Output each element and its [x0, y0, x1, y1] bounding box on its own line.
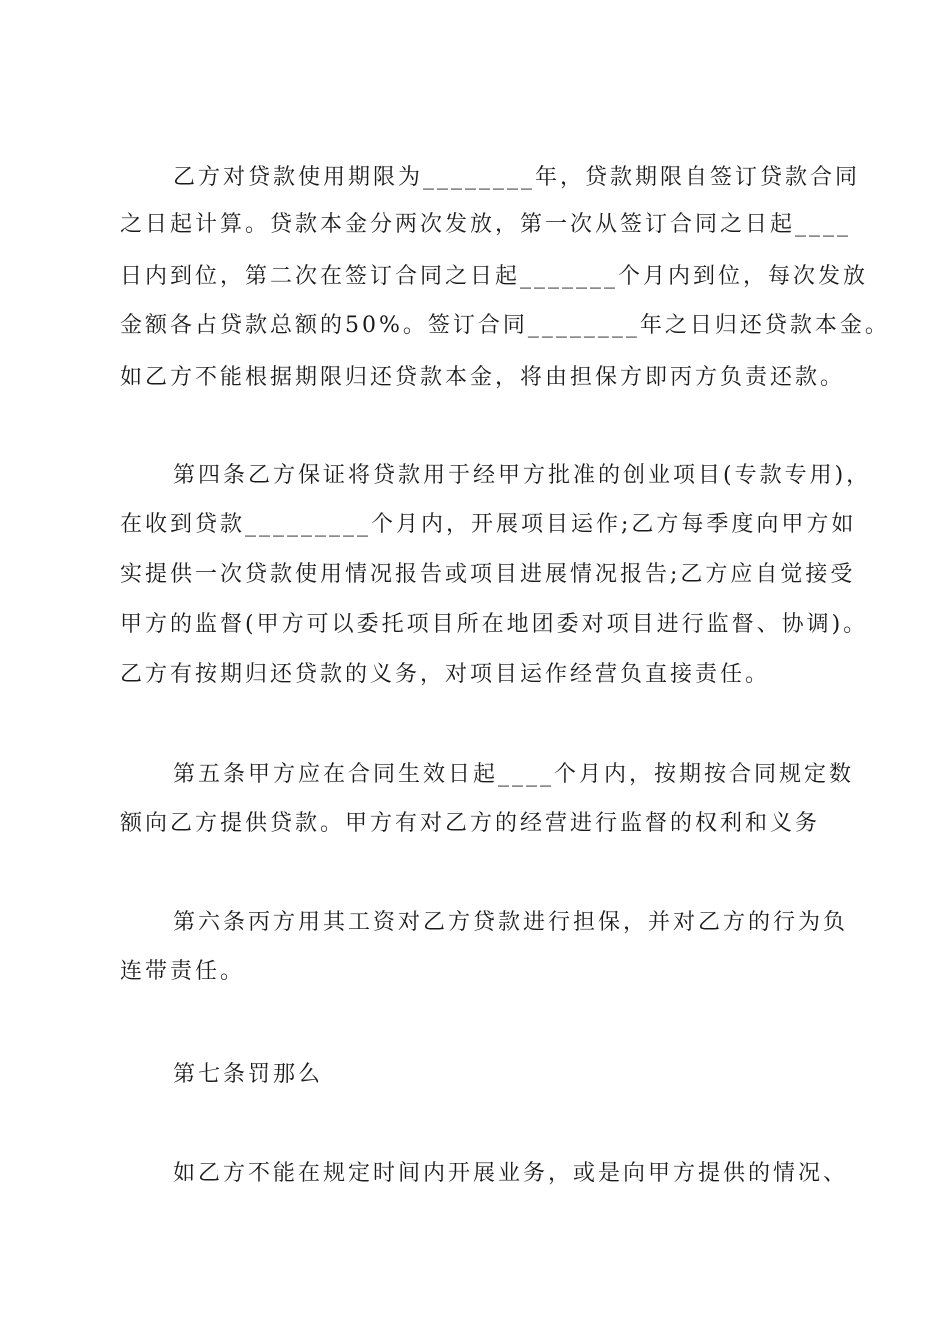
article-7-heading: 第七条罚那么: [173, 1062, 324, 1087]
paragraph-loan-period-line-2: 之日起计算。贷款本金分两次发放，第一次从签订合同之日起____: [120, 212, 852, 237]
penalty-paragraph-line-1: 如乙方不能在规定时间内开展业务，或是向甲方提供的情况、: [173, 1161, 849, 1186]
paragraph-loan-period-line-1: 乙方对贷款使用期限为________年，贷款期限自签订贷款合同: [173, 165, 861, 190]
article-5-line-2: 额向乙方提供贷款。甲方有对乙方的经营进行监督的权利和义务: [120, 811, 821, 836]
article-6-line-2: 连带责任。: [120, 959, 246, 984]
article-4-line-4: 甲方的监督(甲方可以委托项目所在地团委对项目进行监督、协调)。: [120, 612, 869, 637]
article-4-line-1: 第四条乙方保证将贷款用于经甲方批准的创业项目(专款专用)，: [173, 463, 872, 488]
article-5-line-1: 第五条甲方应在合同生效日起____个月内，按期按合同规定数: [173, 762, 855, 787]
article-4-line-2: 在收到贷款_________个月内，开展项目运作;乙方每季度向甲方如: [120, 512, 857, 537]
paragraph-loan-period-line-4: 金额各占贷款总额的50%。签订合同________年之日归还贷款本金。: [120, 313, 890, 338]
article-4-line-5: 乙方有按期归还贷款的义务，对项目运作经营负直接责任。: [120, 662, 771, 687]
article-4-line-3: 实提供一次贷款使用情况报告或项目进展情况报告;乙方应自觉接受: [120, 562, 856, 587]
paragraph-loan-period-line-5: 如乙方不能根据期限归还贷款本金，将由担保方即丙方负责还款。: [120, 365, 846, 390]
paragraph-loan-period-line-3: 日内到位，第二次在签订合同之日起_______个月内到位，每次发放: [120, 264, 869, 289]
article-6-line-1: 第六条丙方用其工资对乙方贷款进行担保，并对乙方的行为负: [173, 910, 849, 935]
